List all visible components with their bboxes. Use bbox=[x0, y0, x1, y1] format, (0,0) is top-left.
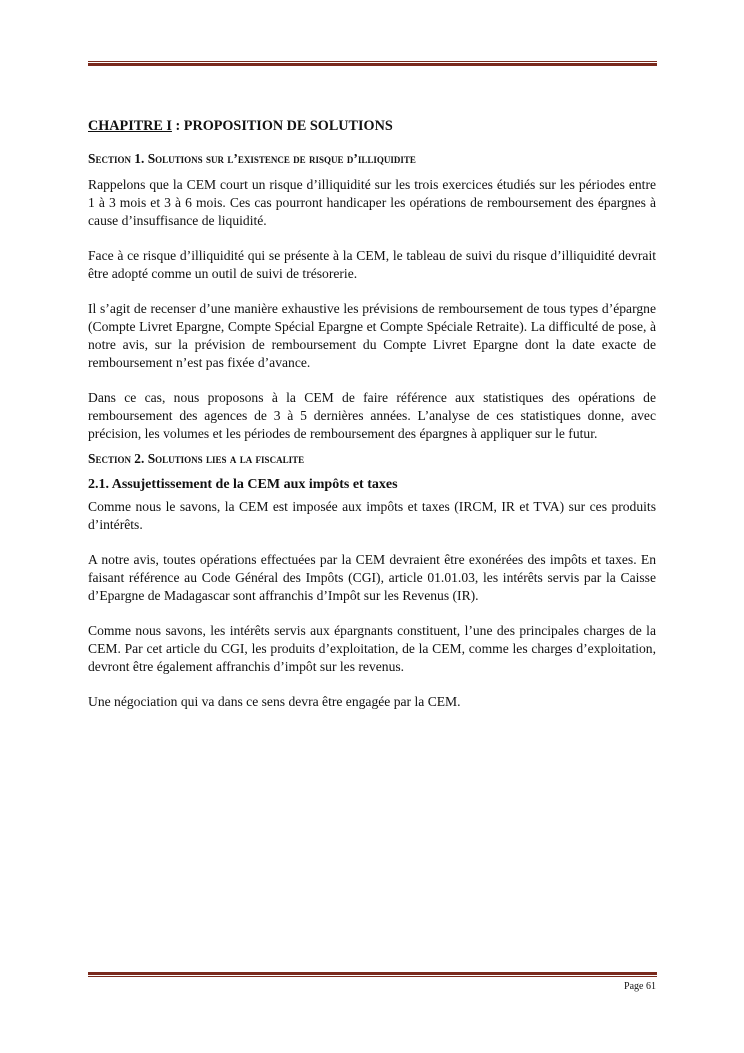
section-1-paragraph-4: Dans ce cas, nous proposons à la CEM de faire référence aux statistiques des opérations de remboursement des agences de 3 à 5 dernières années. L’analyse de ces statistiques donne, avec précision, les volumes et les périodes de remboursement des épargnes à appliquer sur le futur. bbox=[88, 390, 656, 441]
page-content bbox=[88, 117, 656, 728]
section-1-paragraph-2: Face à ce risque d’illiquidité qui se présente à la CEM, le tableau de suivi du risque d’illiquidité devrait être adopté comme un outil de suivi de trésorerie. bbox=[88, 248, 656, 281]
section-1-heading: Section 1. Solutions sur l’existence de risque d’illiquidite bbox=[88, 151, 416, 166]
footer-rule bbox=[88, 972, 657, 977]
section-1-paragraph-3: Il s’agit de recenser d’une manière exhaustive les prévisions de remboursement de tous types d’épargne (Compte Livret Epargne, Compte Spécial Epargne et Compte Spéciale Retraite). La difficulté de pose, à notre avis, sur la prévision de remboursement du Compte Livret Epargne dont la date exacte de remboursement n’est pas fixée d’avance. bbox=[88, 301, 656, 370]
header-rule-thick-line bbox=[88, 63, 657, 66]
section-2-paragraph-3: Comme nous savons, les intérêts servis aux épargnants constituent, l’une des principales charges de la CEM. Par cet article du CGI, les produits d’exploitation, de la CEM, comme les charges d’exploitation, devront être également affranchis d’impôt sur les revenus. bbox=[88, 623, 656, 674]
header-rule bbox=[88, 61, 657, 66]
section-2-paragraph-2: A notre avis, toutes opérations effectuées par la CEM devraient être exonérées des impôts et taxes. En faisant référence au Code Général des Impôts (CGI), article 01.01.03, les intérêts servis par la Caisse d’Epargne de Madagascar sont affranchis d’Impôt sur les Revenus (IR). bbox=[88, 552, 656, 603]
section-2-heading: Section 2. Solutions lies a la fiscalite bbox=[88, 451, 305, 466]
subsection-2-1-heading: 2.1. Assujettissement de la CEM aux impôts et taxes bbox=[88, 477, 398, 492]
chapter-heading bbox=[88, 117, 656, 135]
chapter-label: CHAPITRE I bbox=[88, 118, 172, 134]
footer-rule-thick-line bbox=[88, 972, 657, 975]
section-1-paragraph-1: Rappelons que la CEM court un risque d’illiquidité sur les trois exercices étudiés sur les périodes entre 1 à 3 mois et 3 à 6 mois. Ces cas pourront handicaper les opérations de remboursement des épargnes à cause d’insuffisance de liquidité. bbox=[88, 177, 656, 228]
page-number: Page 61 bbox=[624, 981, 656, 992]
chapter-title: : PROPOSITION DE SOLUTIONS bbox=[171, 118, 393, 134]
footer-rule-thin-line bbox=[88, 976, 657, 977]
section-2-paragraph-1: Comme nous le savons, la CEM est imposée aux impôts et taxes (IRCM, IR et TVA) sur ces produits d’intérêts. bbox=[88, 499, 656, 532]
section-2-paragraph-4: Une négociation qui va dans ce sens devra être engagée par la CEM. bbox=[88, 694, 461, 709]
header-rule-thin-line bbox=[88, 61, 657, 62]
